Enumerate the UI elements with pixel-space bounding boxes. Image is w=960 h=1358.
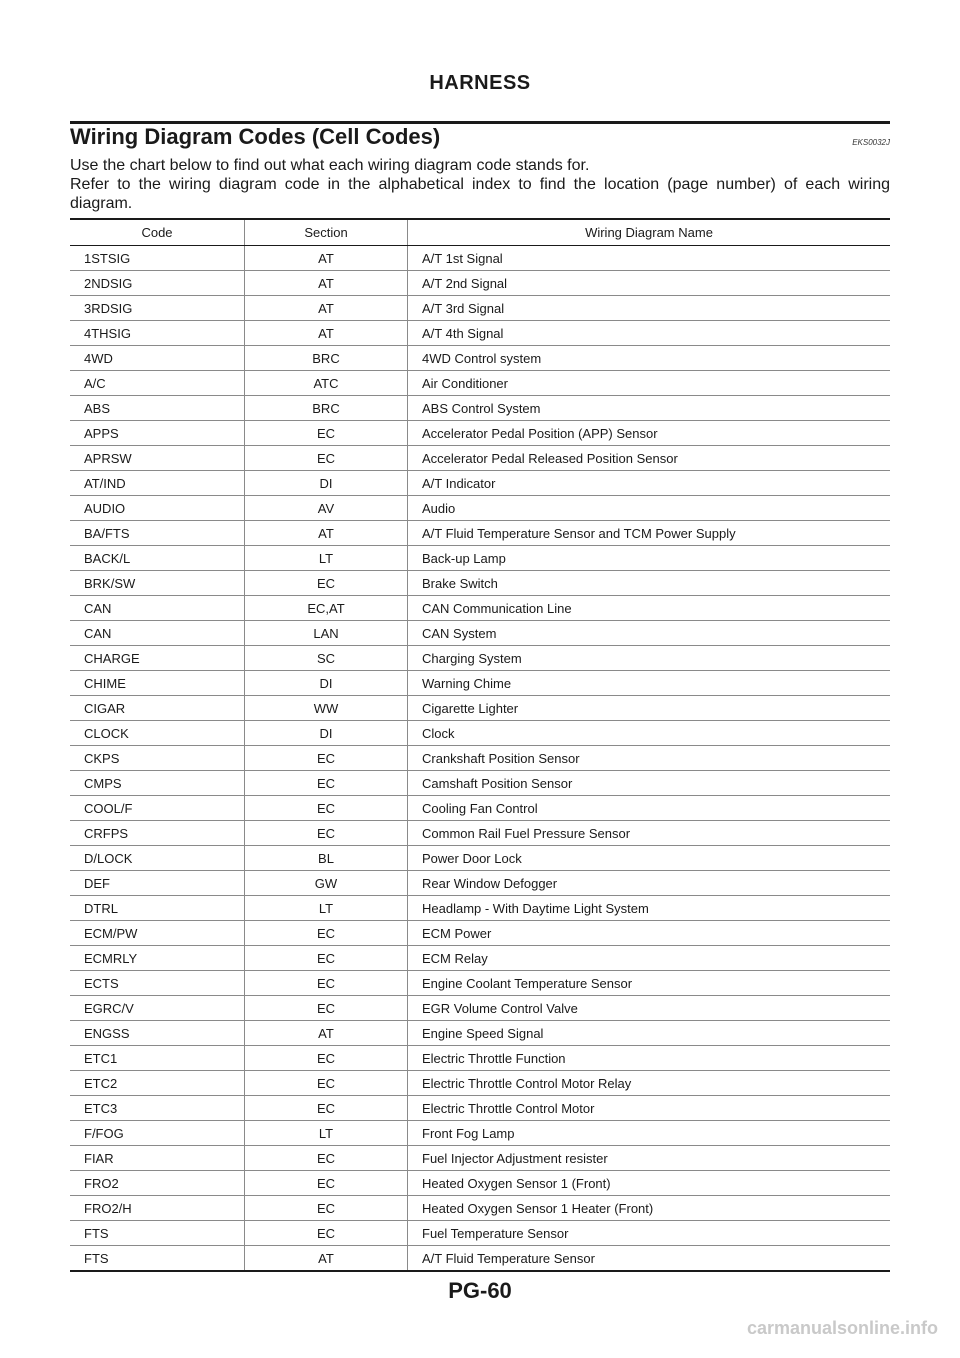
cell-code: FTS [70,1246,245,1272]
cell-code: CKPS [70,746,245,771]
cell-diagram-name: A/T Fluid Temperature Sensor and TCM Power Supply [408,521,891,546]
cell-diagram-name: Common Rail Fuel Pressure Sensor [408,821,891,846]
cell-section: EC [245,421,408,446]
table-row [70,246,890,271]
table-row [70,796,890,821]
section-code: EKS0032J [852,138,890,147]
cell-code: 3RDSIG [70,296,245,321]
cell-code: BRK/SW [70,571,245,596]
cell-diagram-name: A/T 1st Signal [408,246,891,271]
cell-diagram-name: CAN System [408,621,891,646]
cell-section: EC [245,571,408,596]
cell-diagram-name: Charging System [408,646,891,671]
table-row [70,621,890,646]
cell-diagram-name: Crankshaft Position Sensor [408,746,891,771]
table-row [70,996,890,1021]
cell-code: CRFPS [70,821,245,846]
table-row [70,521,890,546]
cell-section: EC [245,971,408,996]
cell-section: BRC [245,346,408,371]
cell-code: CHARGE [70,646,245,671]
table-row [70,921,890,946]
header-diagram-name: Wiring Diagram Name [408,219,891,246]
cell-code: AUDIO [70,496,245,521]
cell-section: EC [245,1096,408,1121]
cell-diagram-name: Rear Window Defogger [408,871,891,896]
table-row [70,971,890,996]
cell-section: EC [245,446,408,471]
table-row [70,471,890,496]
cell-section: AT [245,271,408,296]
header-section: Section [245,219,408,246]
cell-section: AT [245,1021,408,1046]
cell-section: DI [245,471,408,496]
cell-code: CHIME [70,671,245,696]
table-row [70,721,890,746]
cell-diagram-name: Accelerator Pedal Position (APP) Sensor [408,421,891,446]
cell-diagram-name: 4WD Control system [408,346,891,371]
cell-code: ECMRLY [70,946,245,971]
cell-section: AV [245,496,408,521]
table-row [70,446,890,471]
cell-code: CMPS [70,771,245,796]
cell-diagram-name: A/T 3rd Signal [408,296,891,321]
cell-diagram-name: A/T Indicator [408,471,891,496]
cell-code: CAN [70,596,245,621]
page-number: PG-60 [448,1278,512,1303]
cell-section: EC [245,946,408,971]
cell-diagram-name: ECM Power [408,921,891,946]
page-header: HARNESS [429,72,531,94]
cell-section: EC,AT [245,596,408,621]
cell-section: WW [245,696,408,721]
table-row [70,396,890,421]
cell-section: EC [245,821,408,846]
cell-diagram-name: Engine Speed Signal [408,1021,891,1046]
cell-code: APPS [70,421,245,446]
intro-line-1: Use the chart below to find out what each wiring diagram code stands for. [70,157,590,174]
cell-section: AT [245,296,408,321]
cell-diagram-name: Heated Oxygen Sensor 1 Heater (Front) [408,1196,891,1221]
table-row [70,821,890,846]
cell-section: EC [245,1146,408,1171]
cell-section: EC [245,921,408,946]
section-title: Wiring Diagram Codes (Cell Codes) [70,124,441,149]
table-row [70,571,890,596]
cell-section: EC [245,1071,408,1096]
cell-diagram-name: Front Fog Lamp [408,1121,891,1146]
cell-diagram-name: EGR Volume Control Valve [408,996,891,1021]
cell-code: ETC3 [70,1096,245,1121]
cell-code: BACK/L [70,546,245,571]
cell-code: A/C [70,371,245,396]
cell-code: ETC1 [70,1046,245,1071]
intro-line-2: Refer to the wiring diagram code in the alphabetical index to find the location (page number) of each wiring diagram. [70,176,890,212]
cell-code: FTS [70,1221,245,1246]
cell-diagram-name: A/T 4th Signal [408,321,891,346]
cell-code: ECTS [70,971,245,996]
cell-section: DI [245,721,408,746]
cell-diagram-name: Warning Chime [408,671,891,696]
cell-section: EC [245,1046,408,1071]
cell-code: 4THSIG [70,321,245,346]
cell-section: AT [245,1246,408,1272]
cell-diagram-name: Fuel Temperature Sensor [408,1221,891,1246]
cell-section: LAN [245,621,408,646]
cell-section: GW [245,871,408,896]
table-row [70,646,890,671]
table-row [70,321,890,346]
table-row [70,496,890,521]
table-row [70,946,890,971]
cell-diagram-name: Cooling Fan Control [408,796,891,821]
table-row [70,1096,890,1121]
cell-section: AT [245,321,408,346]
cell-section: EC [245,1221,408,1246]
cell-diagram-name: A/T 2nd Signal [408,271,891,296]
cell-diagram-name: Camshaft Position Sensor [408,771,891,796]
cell-section: EC [245,796,408,821]
table-row [70,421,890,446]
wiring-codes-table [70,218,890,1272]
cell-diagram-name: A/T Fluid Temperature Sensor [422,1250,595,1266]
cell-code: FRO2 [70,1171,245,1196]
cell-code: EGRC/V [70,996,245,1021]
table-row [70,1021,890,1046]
table-row [70,1046,890,1071]
cell-diagram-name: Electric Throttle Control Motor Relay [408,1071,891,1096]
table-row [70,1146,890,1171]
cell-code: D/LOCK [70,846,245,871]
cell-diagram-name: CAN Communication Line [408,596,891,621]
cell-section: EC [245,1196,408,1221]
cell-section: EC [245,1171,408,1196]
cell-section: EC [245,746,408,771]
cell-code: F/FOG [70,1121,245,1146]
cell-code: 2NDSIG [70,271,245,296]
cell-section: LT [245,896,408,921]
cell-section: ATC [245,371,408,396]
cell-diagram-name: Air Conditioner [408,371,891,396]
cell-section: BL [245,846,408,871]
cell-section: BRC [245,396,408,421]
cell-diagram-name: Heated Oxygen Sensor 1 (Front) [408,1171,891,1196]
cell-code: FIAR [70,1146,245,1171]
cell-diagram-name: Electric Throttle Function [408,1046,891,1071]
cell-diagram-name: ABS Control System [408,396,891,421]
cell-section: LT [245,546,408,571]
cell-section: LT [245,1121,408,1146]
cell-section: AT [245,246,408,271]
table-row [70,846,890,871]
table-row [70,896,890,921]
cell-code: FRO2/H [70,1196,245,1221]
cell-code: ABS [70,396,245,421]
cell-code: AT/IND [70,471,245,496]
cell-code: CLOCK [70,721,245,746]
cell-code: ECM/PW [70,921,245,946]
table-row [70,1221,890,1246]
cell-diagram-name: Headlamp - With Daytime Light System [408,896,891,921]
cell-code: DEF [70,871,245,896]
table-row [70,1171,890,1196]
cell-diagram-name: Clock [408,721,891,746]
table-row [70,346,890,371]
table-body [70,246,890,1272]
cell-diagram-name: Brake Switch [408,571,891,596]
cell-section: EC [245,996,408,1021]
cell-code: 1STSIG [70,246,245,271]
table-row [70,1196,890,1221]
table-row [70,1071,890,1096]
intro-text [70,156,890,213]
cell-code: BA/FTS [70,521,245,546]
table-row [70,671,890,696]
cell-diagram-name: Back-up Lamp [408,546,891,571]
cell-section: SC [245,646,408,671]
table-header-row [70,219,890,246]
cell-code: CIGAR [70,696,245,721]
cell-section: AT [245,521,408,546]
cell-section: EC [245,771,408,796]
cell-code: DTRL [70,896,245,921]
table-row [70,271,890,296]
cell-diagram-name: Accelerator Pedal Released Position Sensor [408,446,891,471]
watermark: carmanualsonline.info [746,1318,938,1338]
table-row [70,771,890,796]
cell-code: CAN [70,621,245,646]
cell-code: APRSW [70,446,245,471]
cell-diagram-name: Engine Coolant Temperature Sensor [408,971,891,996]
table-row [70,371,890,396]
cell-code: ETC2 [70,1071,245,1096]
cell-diagram-name: Electric Throttle Control Motor [408,1096,891,1121]
table-row [70,546,890,571]
table-row [70,1246,890,1272]
table-row [70,871,890,896]
cell-section: DI [245,671,408,696]
header-code: Code [70,219,245,246]
cell-diagram-name: ECM Relay [408,946,891,971]
cell-diagram-name: Audio [408,496,891,521]
cell-diagram-name: Fuel Injector Adjustment resister [408,1146,891,1171]
table-row [70,1121,890,1146]
cell-diagram-name: Cigarette Lighter [408,696,891,721]
cell-code: COOL/F [70,796,245,821]
table-row [70,696,890,721]
cell-diagram-name: Power Door Lock [408,846,891,871]
table-row [70,596,890,621]
table-row [70,296,890,321]
cell-code: ENGSS [70,1021,245,1046]
cell-code: 4WD [70,346,245,371]
table-row [70,746,890,771]
